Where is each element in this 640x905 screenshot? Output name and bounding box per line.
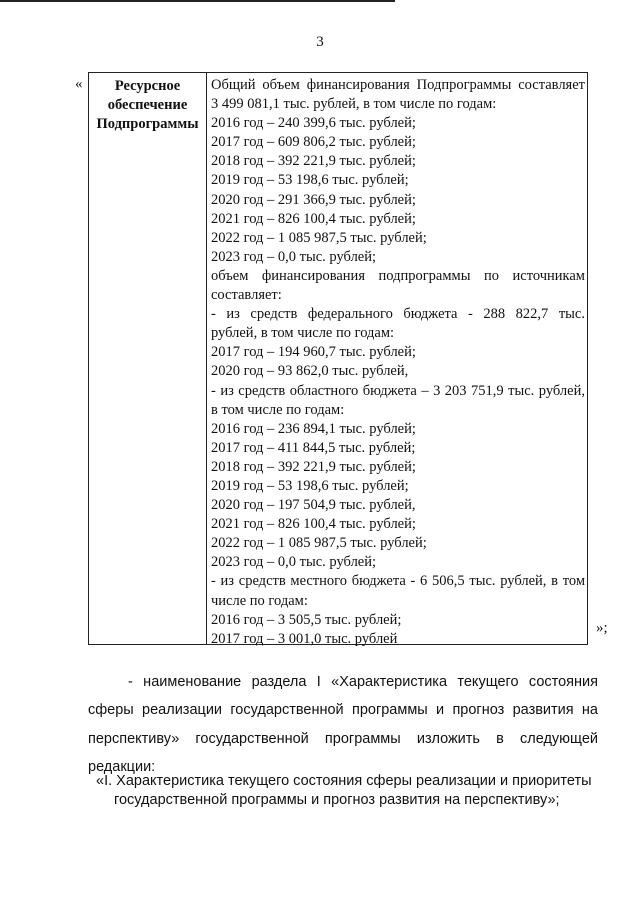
amendment-paragraph — [88, 668, 598, 782]
financing-line: 2017 год – 411 844,5 тыс. рублей; — [211, 439, 416, 456]
financing-line: 3 499 081,1 тыс. рублей, в том числе по годам: — [211, 96, 497, 113]
page-number: 3 — [316, 34, 324, 50]
section-title-line: «I. Характеристика текущего состояния сферы реализации и приоритеты — [96, 773, 592, 789]
paragraph-line: - наименование раздела I «Характеристика текущего состояния — [128, 674, 598, 690]
paragraph-line: перспективу» государственной программы изложить в следующей — [88, 730, 598, 747]
financing-line: 2020 год – 197 504,9 тыс. рублей, — [211, 497, 416, 514]
financing-line: - из средств областного бюджета – 3 203 751,9 тыс. рублей, — [211, 382, 585, 399]
financing-line: числе по годам: — [211, 592, 308, 609]
financing-line: 2019 год – 53 198,6 тыс. рублей; — [211, 172, 409, 189]
financing-line: 2021 год – 826 100,4 тыс. рублей; — [211, 516, 416, 533]
financing-details-cell — [207, 73, 587, 647]
financing-line: 2016 год – 240 399,6 тыс. рублей; — [211, 115, 416, 132]
financing-line: 2020 год – 291 366,9 тыс. рублей; — [211, 191, 416, 208]
label-line: обеспечение — [107, 97, 188, 113]
financing-line: 2022 год – 1 085 987,5 тыс. рублей; — [211, 229, 427, 246]
paragraph-line: редакции: — [88, 759, 156, 776]
financing-line: 2023 год – 0,0 тыс. рублей; — [211, 248, 377, 265]
financing-line: 2017 год – 3 001,0 тыс. рублей — [211, 630, 398, 647]
opening-quote-mark: « — [75, 76, 83, 92]
financing-line: 2022 год – 1 085 987,5 тыс. рублей; — [211, 535, 427, 552]
label-line: Подпрограммы — [96, 116, 199, 132]
financing-line: 2017 год – 194 960,7 тыс. рублей; — [211, 344, 416, 361]
financing-line: 2016 год – 236 894,1 тыс. рублей; — [211, 420, 416, 437]
label-line: Ресурсное — [114, 78, 181, 94]
financing-line: 2021 год – 826 100,4 тыс. рублей; — [211, 210, 416, 227]
paragraph-line: сферы реализации государственной программы и прогноз развития на — [88, 702, 598, 719]
financing-line: 2018 год – 392 221,9 тыс. рублей; — [211, 153, 416, 170]
financing-line: составляет: — [211, 287, 282, 304]
financing-line: 2019 год – 53 198,6 тыс. рублей; — [211, 477, 409, 494]
financing-line: - из средств местного бюджета - 6 506,5 тыс. рублей, в том — [211, 573, 585, 590]
financing-line: 2023 год – 0,0 тыс. рублей; — [211, 554, 377, 571]
financing-line: Общий объем финансирования Подпрограммы составляет — [211, 77, 585, 93]
resource-provision-table — [88, 72, 588, 645]
resource-provision-label-cell — [89, 73, 207, 644]
financing-line: 2016 год – 3 505,5 тыс. рублей; — [211, 611, 402, 628]
financing-line: 2018 год – 392 221,9 тыс. рублей; — [211, 458, 416, 475]
section-title-quote — [96, 772, 616, 810]
financing-line: 2020 год – 93 862,0 тыс. рублей, — [211, 363, 409, 380]
closing-quote-mark: »; — [596, 620, 608, 636]
financing-line: 2017 год – 609 806,2 тыс. рублей; — [211, 134, 416, 151]
financing-line: объем финансирования подпрограммы по источникам — [211, 267, 585, 284]
section-title-line: государственной программы и прогноз развития на перспективу»; — [114, 792, 560, 808]
financing-line: - из средств федерального бюджета - 288 822,7 тыс. — [211, 306, 585, 323]
top-rule — [0, 0, 395, 2]
financing-line: в том числе по годам: — [211, 401, 345, 418]
financing-line: рублей, в том числе по годам: — [211, 325, 395, 342]
